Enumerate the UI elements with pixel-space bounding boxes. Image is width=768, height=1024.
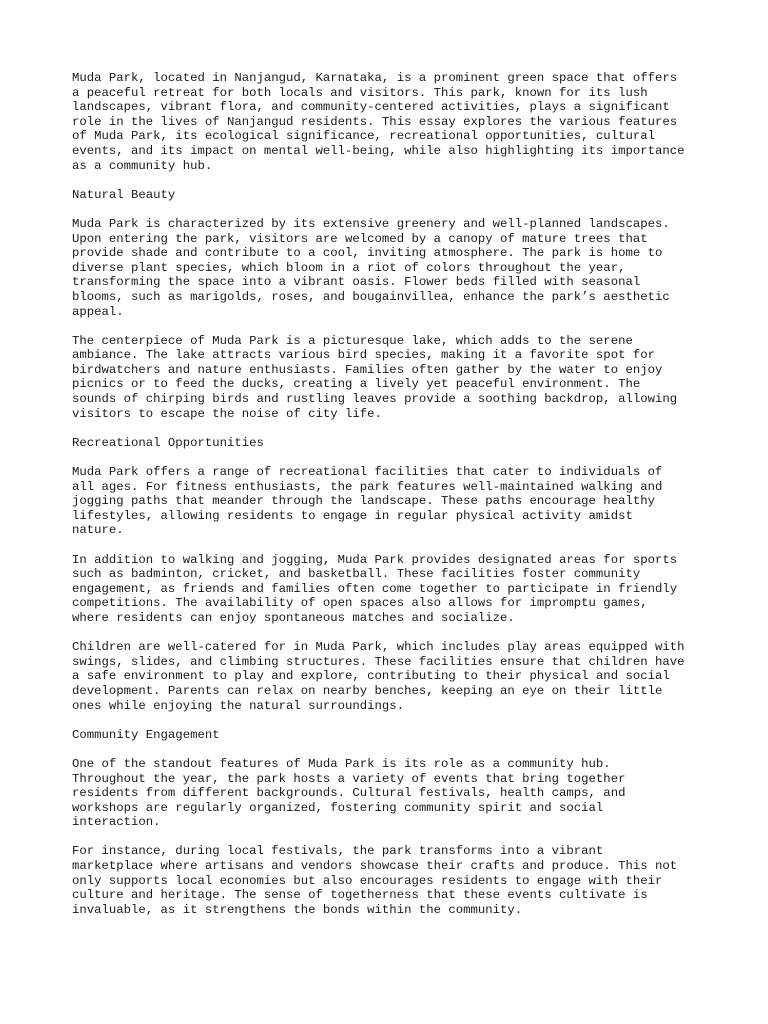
paragraph-greenery: Muda Park is characterized by its extensive greenery and well-planned landscapes. Upon entering the park, visitors are welcomed by a canopy of mature trees that provide shade and contribute to a cool, inviting atmosphere. The park is home to diverse plant species, which bloom in a riot of colors throughout the year, transforming the space into a vibrant oasis. Flower beds filled with seasonal blooms, such as marigolds, roses, and bougainvillea, enhance the park’s aesthetic appeal. — [72, 216, 670, 319]
section-heading-community: Community Engagement — [72, 727, 220, 742]
paragraph-facilities: Muda Park offers a range of recreational facilities that cater to individuals of all ages. For fitness enthusiasts, the park features well-maintained walking and jogging paths that meander through the landscape. These paths encourage healthy lifestyles, allowing residents to engage in regular physical activity amidst nature. — [72, 465, 663, 538]
paragraph-festivals: For instance, during local festivals, the park transforms into a vibrant marketplace where artisans and vendors showcase their crafts and produce. This not only supports local economies but also encourages residents to engage with their culture and heritage. The sense of togetherness that these events cultivate is invaluable, as it strengthens the bonds within the community. — [72, 844, 678, 917]
document-page — [72, 71, 712, 932]
paragraph-community-hub: One of the standout features of Muda Park is its role as a community hub. Throughout the year, the park hosts a variety of events that bring together residents from different backgrounds. Cultural festivals, health camps, and workshops are regularly organized, fostering community spirit and social interaction. — [72, 756, 626, 830]
paragraph-lake: The centerpiece of Muda Park is a picturesque lake, which adds to the serene ambiance. The lake attracts various bird species, making it a favorite spot for birdwatchers and nature enthusiasts. Families often gather by the water to enjoy picnics or to feed the ducks, creating a lively yet peaceful environment. The sounds of chirping birds and rustling leaves provide a soothing backdrop, allowing visitors to escape the noise of city life. — [72, 333, 678, 421]
paragraph-children: Children are well-catered for in Muda Park, which includes play areas equipped with swings, slides, and climbing structures. These facilities ensure that children have a safe environment to play and explore, contributing to their physical and social development. Parents can relax on nearby benches, keeping an eye on their little ones while enjoying the natural surroundings. — [72, 640, 685, 713]
section-heading-natural-beauty: Natural Beauty — [72, 187, 176, 202]
section-heading-recreational: Recreational Opportunities — [72, 435, 264, 450]
intro-paragraph: Muda Park, located in Nanjangud, Karnataka, is a prominent green space that offers a peaceful retreat for both locals and visitors. This park, known for its lush landscapes, vibrant flora, and community-centered activities, plays a significant role in the lives of Nanjangud residents. This essay explores the various features of Muda Park, its ecological significance, recreational opportunities, cultural events, and its impact on mental well-being, while also highlighting its importance as a community hub. — [72, 71, 685, 173]
paragraph-sports: In addition to walking and jogging, Muda Park provides designated areas for sports such as badminton, cricket, and basketball. These facilities foster community engagement, as friends and families often come together to participate in friendly competitions. The availability of open spaces also allows for impromptu games, where residents can enjoy spontaneous matches and socialize. — [72, 552, 678, 625]
